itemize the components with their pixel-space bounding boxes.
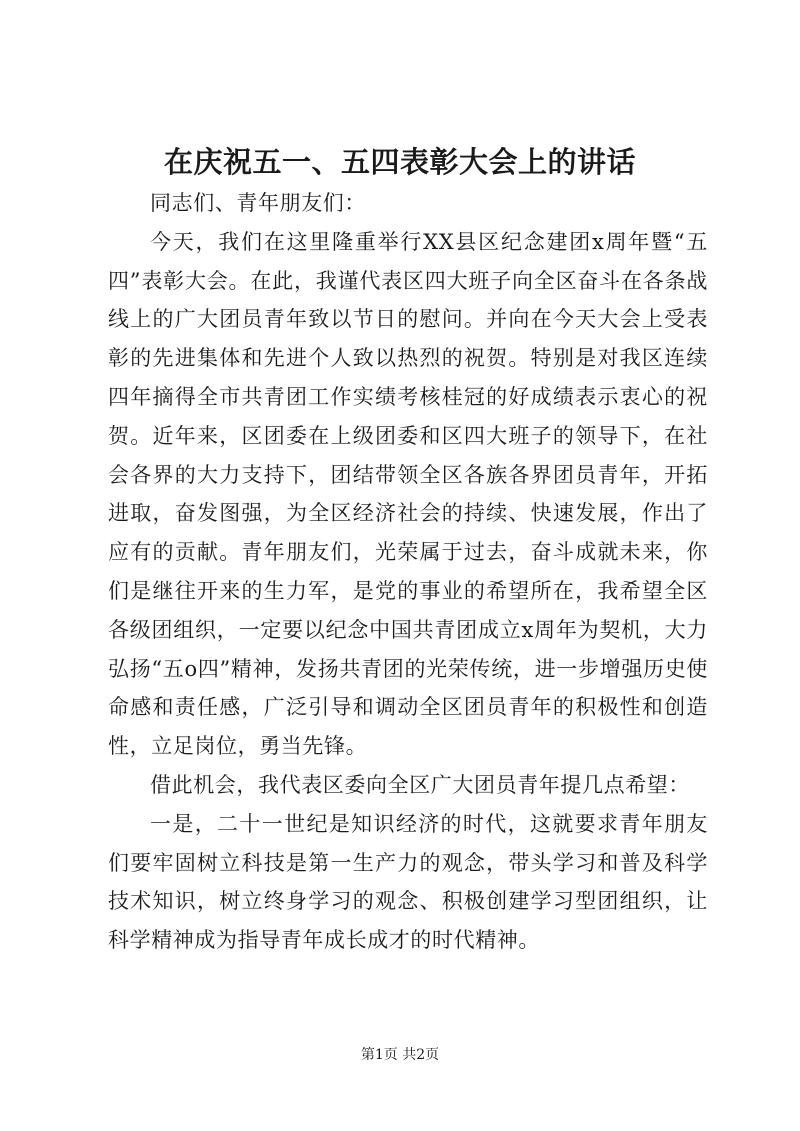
paragraph-hope-one: 一是，二十一世纪是知识经济的时代，这就要求青年朋友们要牢固树立科技是第一生产力的观念，带头学习和普及科学技术知识，树立终身学习的观念、积极创建学习型团组织，让科学精神成为指导青年成长成才的时代精神。 xyxy=(108,811,708,953)
paragraph-opening: 今天，我们在这里隆重举行XX县区纪念建团x周年暨“五四”表彰大会。在此，我谨代表区四大班子向全区奋斗在各条战线上的广大团员青年致以节日的慰问。并向在今天大会上受表彰的先进集体和先进个人致以热烈的祝贺。特别是对我区连续四年摘得全市共青团工作实绩考核桂冠的好成绩表示衷心的祝贺。近年来，区团委在上级团委和区四大班子的领导下，在社会各界的大力支持下，团结带领全区各族各界团员青年，开拓进取，奋发图强，为全区经济社会的持续、快速发展，作出了应有的贡献。青年朋友们，光荣属于过去，奋斗成就未来，你们是继往开来的生力军，是党的事业的希望所在，我希望全区各级团组织，一定要以纪念中国共青团成立x周年为契机，大力弘扬“五o四”精神，发扬共青团的光荣传统，进一步增强历史使命感和责任感，广泛引导和调动全区团员青年的积极性和创造性，立足岗位，勇当先锋。 xyxy=(108,229,708,759)
page-footer: 第1页 共2页 xyxy=(360,1047,440,1063)
paragraph-hopes-intro: 借此机会，我代表区委向全区广大团员青年提几点希望： xyxy=(150,772,690,797)
document-title: 在庆祝五一、五四表彰大会上的讲话 xyxy=(163,145,636,179)
paragraph-greeting: 同志们、青年朋友们： xyxy=(150,191,366,215)
document-body xyxy=(108,184,708,960)
